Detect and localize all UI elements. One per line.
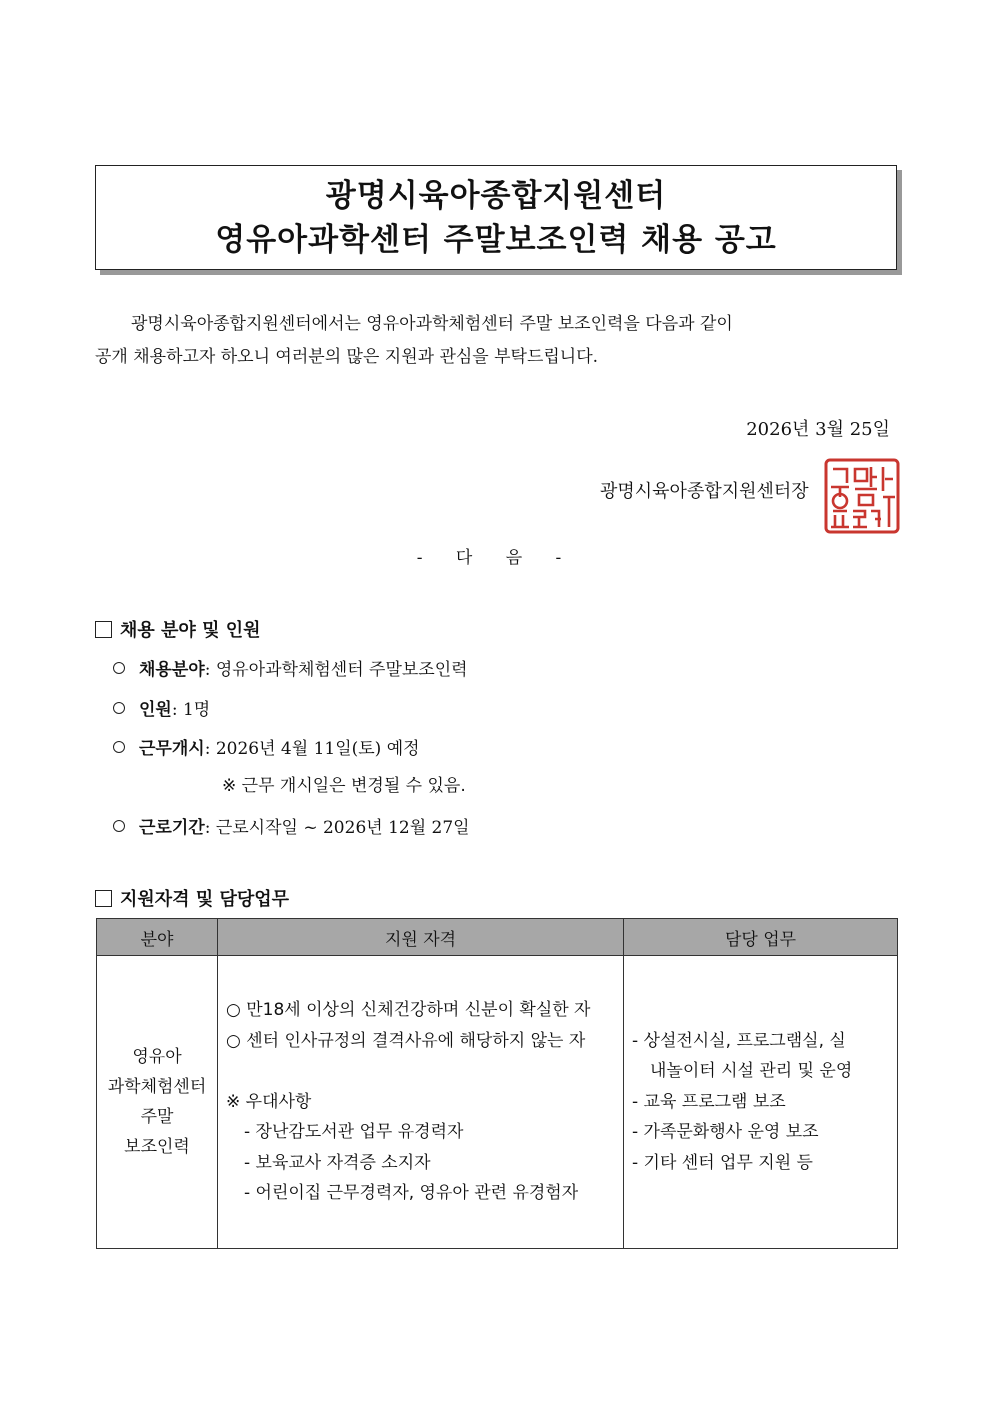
preference-item: - 보육교사 자격증 소지자 [244, 1152, 431, 1173]
qualification-cell [218, 956, 624, 1249]
intro-line-1: 광명시육아종합지원센터에서는 영유아과학체험센터 주말 보조인력을 다음과 같이 [131, 314, 733, 334]
checkbox-square-icon [95, 621, 112, 638]
circle-bullet-icon [113, 662, 125, 674]
item-work-period: 근로기간: 근로시작일 ~ 2026년 12월 27일 [113, 813, 470, 838]
qualification-item: ○ 만18세 이상의 신체건강하며 신분이 확실한 자 [226, 1000, 591, 1021]
duty-item: - 상설전시실, 프로그램실, 실 [632, 1030, 846, 1051]
preference-item: - 어린이집 근무경력자, 영유아 관련 유경험자 [244, 1183, 579, 1204]
title-box [95, 165, 897, 270]
daum-divider: - 다 음 - [416, 548, 576, 568]
circle-bullet-icon [113, 820, 125, 832]
section-qualification-heading: 지원자격 및 담당업무 [95, 885, 289, 911]
qualification-table [96, 918, 898, 1249]
preference-item: - 장난감도서관 업무 유경력자 [244, 1122, 464, 1143]
announcement-date: 2026년 3월 25일 [746, 419, 890, 440]
title-line-1: 광명시육아종합지원센터 [325, 178, 667, 214]
section-recruitment-heading: 채용 분야 및 인원 [95, 616, 261, 642]
item-field: 채용분야: 영유아과학체험센터 주말보조인력 [113, 655, 468, 680]
official-seal-stamp [823, 457, 901, 535]
duty-item: - 교육 프로그램 보조 [632, 1091, 786, 1112]
duties-cell [624, 956, 898, 1249]
header-field: 분야 [97, 919, 218, 956]
duty-item: - 기타 센터 업무 지원 등 [632, 1152, 813, 1173]
signer-name: 광명시육아종합지원센터장 [600, 481, 809, 502]
circle-bullet-icon [113, 741, 125, 753]
checkbox-square-icon [95, 890, 112, 907]
item-start-date: 근무개시: 2026년 4월 11일(토) 예정 [113, 734, 420, 759]
header-qualification: 지원 자격 [218, 919, 624, 956]
intro-line-2: 공개 채용하고자 하오니 여러분의 많은 지원과 관심을 부탁드립니다. [95, 347, 599, 367]
preference-title: ※ 우대사항 [226, 1091, 312, 1112]
item-headcount: 인원: 1명 [113, 695, 210, 720]
duty-item: - 가족문화행사 운영 보조 [632, 1122, 819, 1143]
intro-paragraph [95, 308, 895, 374]
field-cell: 영유아 과학체험센터 주말 보조인력 [97, 956, 218, 1249]
duty-item-continued: 내놀이터 시설 관리 및 운영 [650, 1061, 853, 1082]
start-date-note: ※ 근무 개시일은 변경될 수 있음. [222, 776, 466, 796]
qualification-item: ○ 센터 인사규정의 결격사유에 해당하지 않는 자 [226, 1030, 586, 1051]
table-row [97, 956, 898, 1249]
circle-bullet-icon [113, 702, 125, 714]
header-duties: 담당 업무 [624, 919, 898, 956]
table-header-row [97, 919, 898, 956]
title-line-2: 영유아과학센터 주말보조인력 채용 공고 [215, 222, 777, 258]
